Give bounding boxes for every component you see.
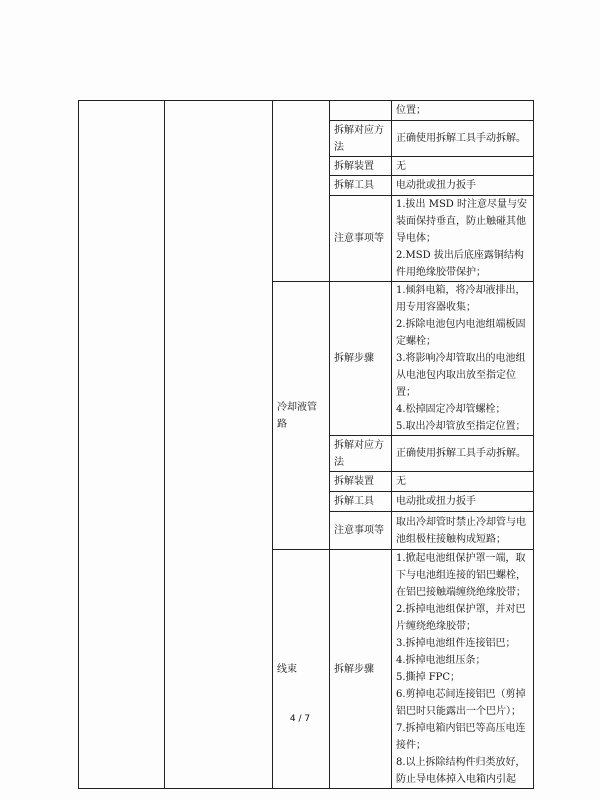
device-label: 拆解装置: [330, 157, 392, 176]
device-value: 无: [392, 472, 534, 492]
steps-label-cell-previous: [330, 101, 392, 121]
steps-label: 拆解步骤: [330, 282, 392, 436]
tool-value: 电动批或扭力扳手: [392, 492, 534, 512]
step-line: 6.剪掉电芯间连接铝巴（剪掉铝巴时只能露出一个巴片）；: [396, 689, 526, 717]
tool-label: 拆解工具: [330, 176, 392, 196]
device-label: 拆解装置: [330, 472, 392, 492]
steps-tail-text: 位置；: [392, 101, 534, 121]
step-line: 7.拆掉电箱内铝巴等高压电连接件；: [396, 723, 526, 751]
step-line: 1.掀起电池组保护罩一端，取下与电池组连接的铝巴螺栓，在铝巴接触端缠绕绝缘胶带；: [396, 553, 526, 598]
step-line: 2.拆掉电池组保护罩，并对巴片缠绕绝缘胶带；: [396, 604, 526, 632]
step-line: 3.拆掉电池组件连接铝巴；: [396, 638, 516, 649]
component-wire-harness: 线束: [273, 550, 330, 789]
notes-value: 取出冷却管时禁止冷却管与电池组极柱接触构成短路；: [392, 512, 534, 550]
blank-column-2: [165, 101, 273, 789]
table-row: [79, 101, 534, 121]
step-line: 2.拆除电池包内电池组端板固定螺栓；: [396, 319, 526, 347]
step-line: 5.取出冷却管放至指定位置；: [396, 421, 526, 432]
disassembly-table: [78, 100, 534, 789]
method-label: 拆解对应方法: [330, 436, 392, 472]
tool-label: 拆解工具: [330, 492, 392, 512]
notes-value: [392, 196, 534, 282]
tool-value: 电动批或扭力扳手: [392, 176, 534, 196]
method-value: 正确使用拆解工具手动拆解。: [392, 121, 534, 157]
step-line: 8.以上拆除结构件归类放好，防止导电体掉入电箱内引起: [396, 757, 526, 785]
notes-label: 注意事项等: [330, 512, 392, 550]
component-coolant-pipe: 冷却液管路: [273, 282, 330, 550]
steps-value: [392, 550, 534, 789]
step-line: 1.倾斜电箱，将冷却液排出，用专用容器收集；: [396, 285, 526, 313]
device-value: 无: [392, 157, 534, 176]
blank-column-1: [79, 101, 165, 789]
component-cell-previous: [273, 101, 330, 282]
notes-line: 1.拔出 MSD 时注意尽量与安装面保持垂直，防止触碰其他导电体；: [396, 199, 528, 244]
steps-value: [392, 282, 534, 436]
page-number: 4 / 7: [289, 714, 311, 724]
step-line: 4.拆掉电池组压条；: [396, 655, 486, 666]
steps-label: 拆解步骤: [330, 550, 392, 789]
method-value: 正确使用拆解工具手动拆解。: [392, 436, 534, 472]
step-line: 5.撕掉 FPC；: [396, 672, 461, 683]
notes-line: 2.MSD 拔出后底座露铜结构件用绝缘胶带保护；: [396, 250, 524, 278]
step-line: 3.将影响冷却管取出的电池组从电池包内取出放至指定位置；: [396, 353, 526, 398]
step-line: 4.松掉固定冷却管螺栓；: [396, 404, 506, 415]
notes-label: 注意事项等: [330, 196, 392, 282]
method-label: 拆解对应方法: [330, 121, 392, 157]
